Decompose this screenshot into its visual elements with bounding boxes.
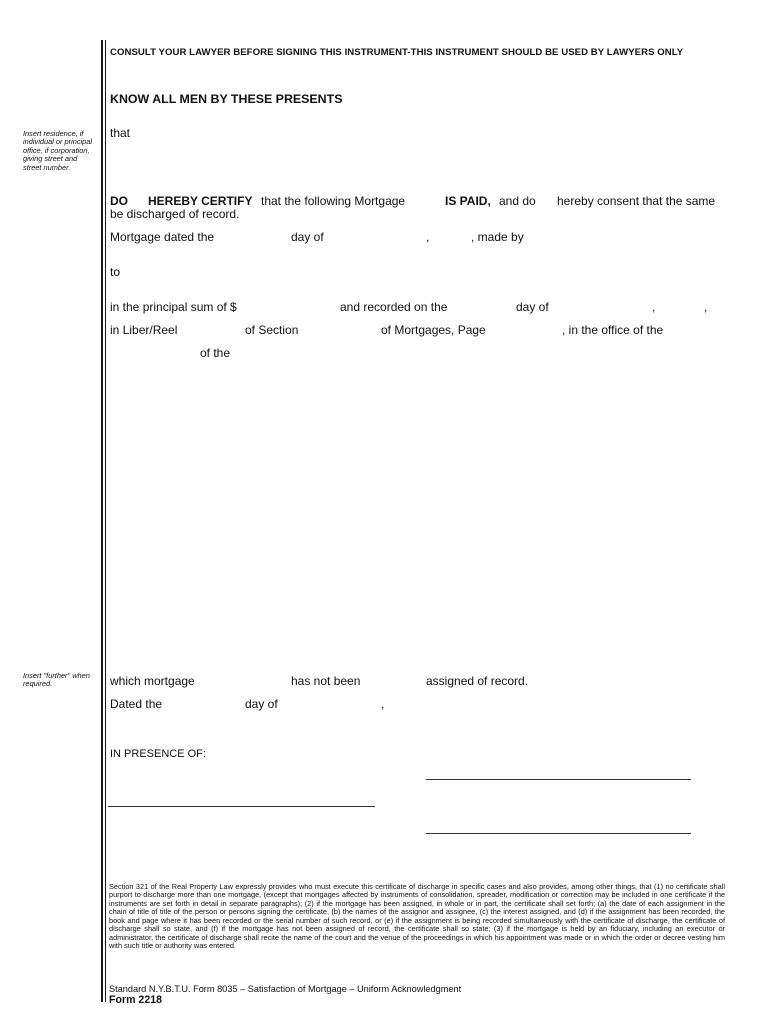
left-margin-rule-inner — [105, 40, 106, 1002]
do-label: DO — [110, 194, 128, 208]
dated-the-label: Dated the — [110, 697, 163, 711]
recorded-on-label: and recorded on the — [340, 300, 448, 314]
signature-line-2[interactable] — [426, 833, 691, 834]
assigned-label: assigned of record. — [426, 674, 529, 688]
office-of-label: , in the office of the — [562, 323, 664, 337]
day-of-label-1: day of — [291, 230, 324, 244]
that-label: that — [110, 126, 131, 140]
made-by-label: , made by — [471, 230, 524, 244]
principal-sum-label: in the principal sum of $ — [110, 300, 237, 314]
consent-label: hereby consent that the same — [557, 194, 716, 208]
lawyer-warning: CONSULT YOUR LAWYER BEFORE SIGNING THIS INSTRUMENT-THIS INSTRUMENT SHOULD BE USED BY LAWYERS ONLY — [110, 47, 684, 58]
legal-notice: Section 321 of the Real Property Law expressly provides who must execute this certificate of discharge in specific cases and also provides, among other things, that (1) no certificate shall purport to discharge more than one mortgage, (except that mortgages affected by instruments of consolidation, spreader, modification or correction may be included in one certificate if the instruments are set forth in detail in separate paragraphs); (2) if the mortgage has been assigned, in whole or in part, the certificate shall set forth; (a) the date of each assignment in the chain of title of title of the person or persons signing the certificate, (b) the names of the assignor and assignee, (c) the interest assigned, and (d) if the assignment has been recorded, the book and page where it has been recorded or the serial number of such record, or (e) if the assignment is being recorded simultaneously with the certificate of discharge, the certificate of discharge shall so state, and (f) if the mortgage has not been assigned of record, the certificate shall so state; (3) if the mortgage is held by an fiduciary, including an executor or administrator, the certificate of discharge shall recite the name of the court and the venue of the proceedings in which his appointment was made or in which the order or decree vesting him with such title or authority was entered. — [109, 882, 725, 951]
margin-note-residence: Insert residence, if individual or principal office, if corporation, giving street and street number. — [23, 129, 93, 172]
in-presence-label: IN PRESENCE OF: — [110, 748, 206, 760]
liber-reel-label: in Liber/Reel — [110, 323, 178, 337]
comma-2: , — [652, 300, 656, 314]
to-label: to — [110, 265, 121, 279]
day-of-label-2: day of — [516, 300, 549, 314]
and-do-label: and do — [499, 194, 536, 208]
hereby-certify-label: HEREBY CERTIFY — [148, 194, 253, 208]
discharged-label: be discharged of record. — [110, 207, 240, 221]
witness-signature-line[interactable] — [108, 806, 375, 807]
mortgage-dated-label: Mortgage dated the — [110, 230, 215, 244]
has-not-been-label: has not been — [291, 674, 361, 688]
left-margin-rule — [101, 40, 103, 1002]
day-of-label-3: day of — [245, 697, 278, 711]
of-section-label: of Section — [245, 323, 299, 337]
form-number: Form 2218 — [109, 994, 162, 1006]
of-the-label: of the — [200, 346, 231, 360]
document-title: KNOW ALL MEN BY THESE PRESENTS — [110, 92, 343, 106]
is-paid-label: IS PAID, — [445, 194, 491, 208]
signature-line-1[interactable] — [426, 779, 691, 780]
which-mortgage-label: which mortgage — [110, 674, 195, 688]
standard-form-label: Standard N.Y.B.T.U. Form 8035 – Satisfaction of Mortgage – Uniform Acknowledgment — [109, 984, 462, 994]
comma-3: , — [704, 300, 708, 314]
margin-note-further: Insert "further" when required. — [23, 671, 90, 689]
comma-1: , — [426, 230, 430, 244]
following-mortgage-label: that the following Mortgage — [261, 194, 406, 208]
comma-4: , — [381, 697, 385, 711]
of-mortgages-page-label: of Mortgages, Page — [381, 323, 486, 337]
